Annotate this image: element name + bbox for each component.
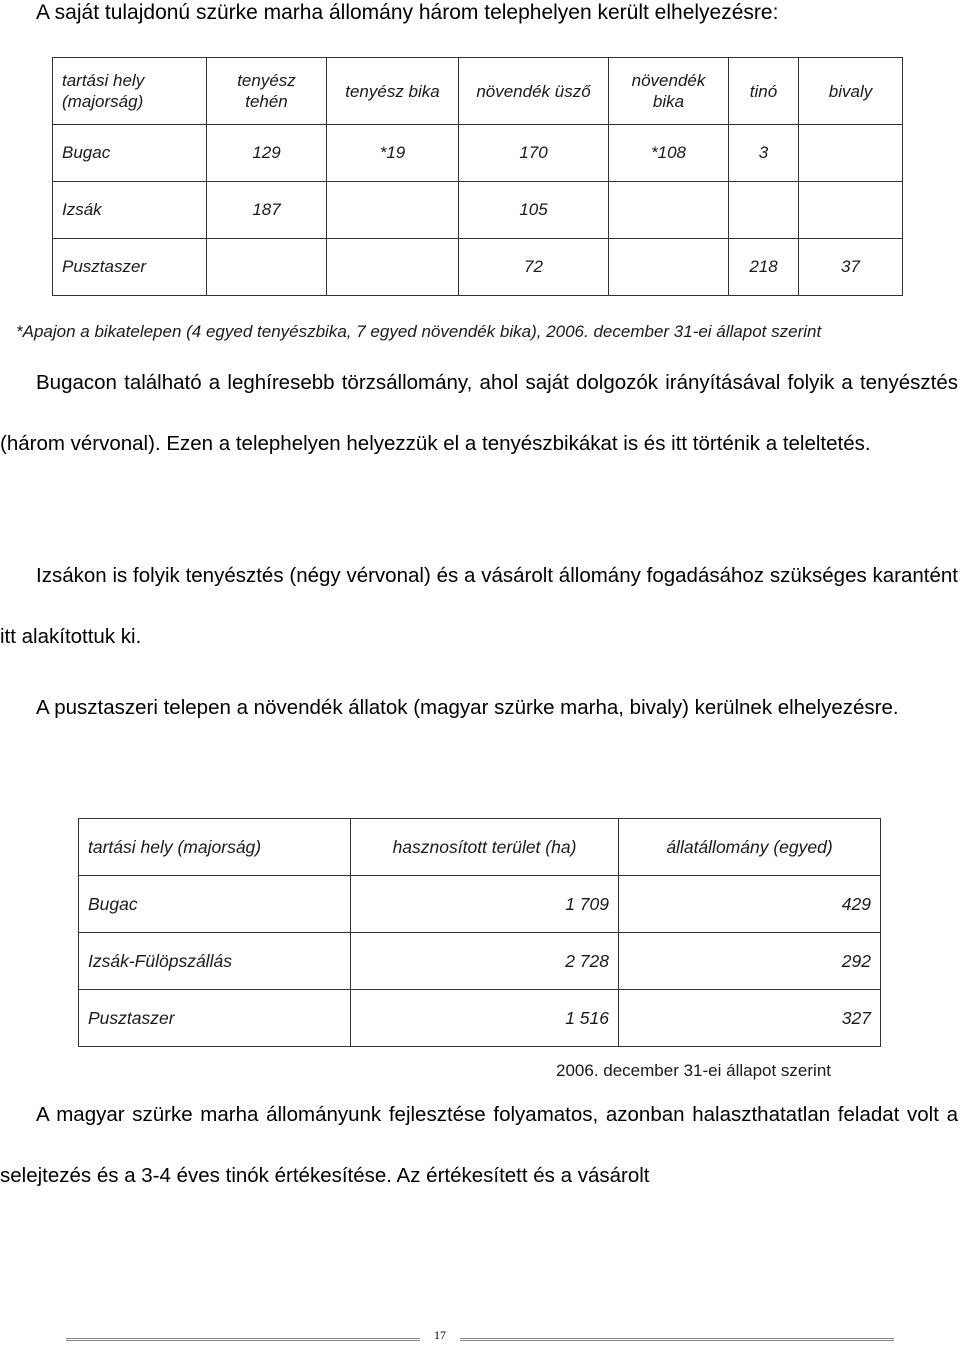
col-header-breeding-cow: tenyész tehén — [207, 58, 327, 125]
table-cell: Pusztaszer — [79, 990, 351, 1047]
table2-footnote: 2006. december 31-ei állapot szerint — [556, 1061, 831, 1080]
table-cell: *108 — [609, 125, 729, 182]
col-header-breeding-bull: tenyész bika — [327, 58, 459, 125]
table-header-row — [53, 58, 903, 125]
table-cell: 218 — [729, 239, 799, 296]
table-cell: 429 — [619, 876, 881, 933]
paragraph-pusztaszer: A pusztaszeri telepen a növendék állatok (magyar szürke marha, bivaly) kerülnek elhelyezésre. — [36, 696, 899, 719]
col-header-stock: állatállomány (egyed) — [619, 819, 881, 876]
table-row — [79, 990, 881, 1047]
table-cell: 3 — [729, 125, 799, 182]
table-cell: 129 — [207, 125, 327, 182]
table-cell: Izsák-Fülöpszállás — [79, 933, 351, 990]
col-header-young-heifer: növendék üsző — [459, 58, 609, 125]
table-cell: 72 — [459, 239, 609, 296]
table-row — [79, 876, 881, 933]
herd-location-table — [52, 57, 903, 296]
table-cell — [327, 239, 459, 296]
col-header-location: tartási hely (majorság) — [79, 819, 351, 876]
table-cell: 1 709 — [351, 876, 619, 933]
table-cell: *19 — [327, 125, 459, 182]
footer-divider — [66, 1338, 894, 1341]
land-use-table — [78, 818, 881, 1047]
table-cell — [207, 239, 327, 296]
table-cell: 187 — [207, 182, 327, 239]
table-cell — [729, 182, 799, 239]
table-cell: 292 — [619, 933, 881, 990]
table-cell: 170 — [459, 125, 609, 182]
col-header-young-bull: növendék bika — [609, 58, 729, 125]
table-cell — [327, 182, 459, 239]
table-cell: Izsák — [53, 182, 207, 239]
table-row — [79, 933, 881, 990]
table-cell: 37 — [799, 239, 903, 296]
table-cell: Bugac — [53, 125, 207, 182]
col-header-buffalo: bivaly — [799, 58, 903, 125]
table-cell — [799, 125, 903, 182]
page-number: 17 — [420, 1328, 460, 1343]
col-header-location: tartási hely (majorság) — [53, 58, 207, 125]
table-header-row — [79, 819, 881, 876]
table-cell — [609, 239, 729, 296]
table-cell: 327 — [619, 990, 881, 1047]
table-cell: Bugac — [79, 876, 351, 933]
table-cell: 2 728 — [351, 933, 619, 990]
table-cell — [799, 182, 903, 239]
table-cell: 105 — [459, 182, 609, 239]
table-row — [53, 239, 903, 296]
table-row — [53, 182, 903, 239]
paragraph-bugac: Bugacon található a leghíresebb törzsállomány, ahol saját dolgozók irányításával folyik a tenyésztés (három vérvonal). Ezen a telephelyen helyezzük el a tenyészbikákat is és itt történik a teleltetés. — [0, 371, 958, 455]
paragraph-development: A magyar szürke marha állományunk fejlesztése folyamatos, azonban halaszthatatlan feladat volt a selejtezés és a 3-4 éves tinók értékesítése. Az értékesített és a vásárolt — [0, 1103, 958, 1187]
paragraph-izsak: Izsákon is folyik tenyésztés (négy vérvonal) és a vásárolt állomány fogadásához szükséges karantént itt alakítottuk ki. — [0, 564, 958, 648]
table-row — [53, 125, 903, 182]
col-header-steer: tinó — [729, 58, 799, 125]
table1-footnote: *Apajon a bikatelepen (4 egyed tenyészbika, 7 egyed növendék bika), 2006. december 31-ei állapot szerint — [16, 322, 822, 341]
table-cell: Pusztaszer — [53, 239, 207, 296]
col-header-area: hasznosított terület (ha) — [351, 819, 619, 876]
page-heading: A saját tulajdonú szürke marha állomány három telephelyen került elhelyezésre: — [36, 1, 779, 24]
table-cell — [609, 182, 729, 239]
table-cell: 1 516 — [351, 990, 619, 1047]
